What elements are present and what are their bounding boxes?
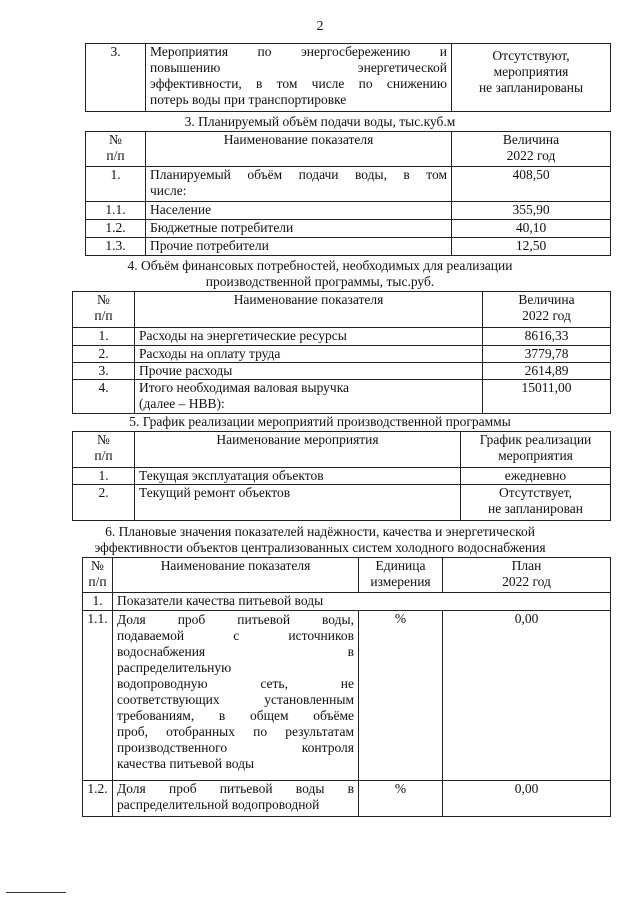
header-value	[483, 292, 611, 328]
row-name-line: Мероприятия по энергосбережению и	[150, 44, 447, 59]
header-name: Наименование показателя	[135, 292, 483, 328]
table-row	[73, 380, 611, 414]
section-title: 3. Планируемый объём подачи воды, тыс.куб.м	[184, 114, 456, 129]
header-line: Единица	[375, 558, 426, 573]
row-name-line: числе:	[150, 183, 187, 198]
table-row	[73, 363, 611, 380]
header-number	[73, 292, 135, 328]
row-value	[452, 44, 611, 112]
financial-needs-section	[0, 258, 640, 414]
row-value: 8616,33	[483, 328, 611, 346]
row-plan: 0,00	[443, 611, 611, 781]
row-number: 1.	[73, 328, 135, 346]
group-name: Показатели качества питьевой воды	[113, 593, 611, 611]
header-line: 2022 год	[502, 574, 551, 589]
row-value: 355,90	[452, 202, 611, 220]
row-name-line: Итого необходимая валовая выручка	[139, 380, 350, 395]
header-line: №	[97, 292, 110, 307]
row-name-line: проб, отобранных по результатам	[117, 724, 354, 739]
row-name-line: распределительной водопроводной	[117, 797, 320, 812]
header-line: измерения	[370, 574, 431, 589]
table-row	[73, 346, 611, 363]
row-value-line: не запланированы	[478, 80, 584, 95]
row-value	[461, 485, 611, 521]
indicators-section	[0, 524, 640, 817]
row-name-line: подаваемой с источников	[117, 628, 354, 643]
header-line: План	[511, 558, 542, 573]
header-line: Величина	[518, 292, 575, 307]
table-group-row	[83, 593, 611, 611]
table-row	[83, 611, 611, 781]
row-value: 408,50	[452, 167, 611, 202]
row-value: 15011,00	[483, 380, 611, 414]
row-number: 3.	[73, 363, 135, 380]
row-number: 2.	[73, 346, 135, 363]
table-row	[86, 220, 611, 238]
row-name-line: соответствующих установленным	[117, 692, 354, 707]
table-header-row	[73, 432, 611, 468]
row-number: 1.1.	[86, 202, 146, 220]
table-row	[86, 167, 611, 202]
table-header-row	[83, 558, 611, 593]
row-value-line: не запланирован	[487, 501, 584, 516]
schedule-table	[72, 431, 611, 521]
row-name: Прочие потребители	[146, 238, 452, 256]
section-title-line: 6. Плановые значения показателей надёжности, качества и энергетической	[105, 524, 535, 539]
measures-table-section	[0, 43, 640, 112]
row-name: Прочие расходы	[135, 363, 483, 380]
row-name	[135, 380, 483, 414]
measures-table	[85, 43, 611, 112]
row-name	[146, 167, 452, 202]
row-number: 1.1.	[83, 611, 113, 781]
table-header-row	[86, 132, 611, 167]
header-line: №	[109, 132, 122, 147]
row-name: Население	[146, 202, 452, 220]
row-name-line: потерь воды при транспортировке	[150, 92, 347, 107]
header-unit	[359, 558, 443, 593]
header-name: Наименование показателя	[113, 558, 359, 593]
row-value: 12,50	[452, 238, 611, 256]
row-number: 1.	[73, 468, 135, 485]
row-number: 4.	[73, 380, 135, 414]
row-name: Бюджетные потребители	[146, 220, 452, 238]
row-name-line: распределительную	[117, 660, 232, 675]
section-title-line: эффективности объектов централизованных систем холодного водоснабжения	[94, 540, 546, 555]
row-number: 1.3.	[86, 238, 146, 256]
row-name-line: требованиям, в общем объёме	[117, 708, 354, 723]
section-title-line: производственной программы, тыс.руб.	[205, 274, 435, 289]
header-line: График реализации	[479, 432, 592, 447]
section-title-line: 4. Объём финансовых потребностей, необходимых для реализации	[127, 258, 513, 273]
header-value	[452, 132, 611, 167]
row-name-line: водопроводную сеть, не	[117, 676, 354, 691]
schedule-section	[0, 414, 640, 521]
row-number: 3.	[86, 44, 146, 112]
row-name-line: повышению энергетической	[150, 60, 447, 75]
header-line: п/п	[106, 148, 125, 163]
header-line: п/п	[94, 308, 113, 323]
row-number: 2.	[73, 485, 135, 521]
row-value-line: мероприятия	[493, 64, 569, 79]
header-line: п/п	[88, 574, 107, 589]
row-plan: 0,00	[443, 781, 611, 817]
water-supply-section	[0, 114, 640, 256]
row-value-line: Отсутствует,	[498, 485, 573, 500]
row-value: ежедневно	[461, 468, 611, 485]
header-number	[73, 432, 135, 468]
row-name	[113, 781, 359, 817]
water-supply-table	[85, 131, 611, 256]
table-row	[86, 202, 611, 220]
row-name-line: Доля проб питьевой воды,	[117, 612, 354, 627]
header-line: №	[97, 432, 110, 447]
table-row	[73, 485, 611, 521]
row-value: 3779,78	[483, 346, 611, 363]
row-number: 1.2.	[86, 220, 146, 238]
row-name	[113, 611, 359, 781]
row-name-line: водоснабжения в	[117, 644, 354, 659]
row-unit: %	[359, 781, 443, 817]
group-number: 1.	[83, 593, 113, 611]
header-line: 2022 год	[522, 308, 571, 323]
row-name	[146, 44, 452, 112]
table-row	[86, 238, 611, 256]
row-number: 1.2.	[83, 781, 113, 817]
row-unit: %	[359, 611, 443, 781]
row-name-line: Планируемый объём подачи воды, в том	[150, 167, 447, 182]
header-value	[461, 432, 611, 468]
row-name: Текущая эксплуатация объектов	[135, 468, 461, 485]
table-row	[73, 468, 611, 485]
header-line: 2022 год	[506, 148, 556, 163]
header-number	[86, 132, 146, 167]
header-line: Величина	[502, 132, 560, 147]
page-number: 2	[316, 19, 324, 34]
table-header-row	[73, 292, 611, 328]
row-value: 2614,89	[483, 363, 611, 380]
table-row	[83, 781, 611, 817]
header-line: мероприятия	[498, 448, 573, 463]
row-value: 40,10	[452, 220, 611, 238]
header-line: п/п	[94, 448, 113, 463]
header-name: Наименование мероприятия	[135, 432, 461, 468]
row-name-line: Доля проб питьевой воды в	[117, 781, 354, 796]
row-number: 1.	[86, 167, 146, 202]
row-name: Расходы на энергетические ресурсы	[135, 328, 483, 346]
table-row	[86, 44, 611, 112]
row-name-line: производственного контроля	[117, 740, 354, 755]
row-name-line: качества питьевой воды	[117, 756, 255, 771]
financial-needs-table	[72, 291, 611, 414]
row-value-line: Отсутствуют,	[492, 48, 570, 63]
table-row	[73, 328, 611, 346]
header-number	[83, 558, 113, 593]
header-plan	[443, 558, 611, 593]
footer-rule	[6, 892, 66, 893]
header-name: Наименование показателя	[146, 132, 452, 167]
header-line: №	[91, 558, 104, 573]
row-name-line: (далее – НВВ):	[139, 396, 225, 411]
indicators-table	[82, 557, 611, 817]
row-name: Расходы на оплату труда	[135, 346, 483, 363]
section-title: 5. График реализации мероприятий производственной программы	[129, 414, 511, 429]
row-name-line: эффективности, в том числе по снижению	[150, 76, 447, 91]
row-name: Текущий ремонт объектов	[135, 485, 461, 521]
